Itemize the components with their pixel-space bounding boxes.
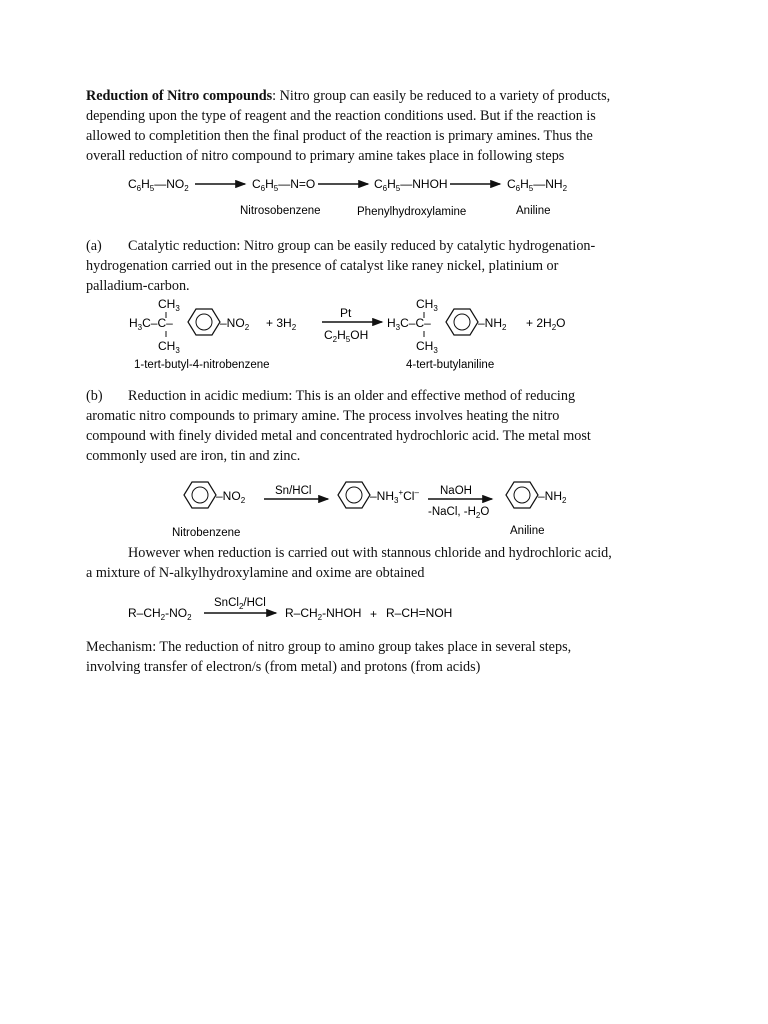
- section-a-text: Catalytic reduction: Nitro group can be easily reduced by catalytic hydrogenation- hydrogenation carried out in the presence of catalyst like raney nickel, platinium or palladium-carbon.: [86, 238, 596, 294]
- formula-oxime: R–CH=NOH: [386, 606, 453, 620]
- svg-text:–NO2: $-NO_2$: [216, 489, 246, 505]
- svg-text:–NH3+Cl–: $-NH_3^+Cl^-$: [370, 488, 419, 505]
- svg-text:C6H5—NHOH: $C_6H_5—NHOH$: [374, 177, 448, 193]
- formula-alkylhydroxylamine: $R-CH_2$-NHOH: [285, 606, 362, 622]
- svg-text:H3C–C–: $H_3C-C-$: [129, 316, 173, 332]
- svg-text:C6H5—NO2: $C_6H_5—NO_2$: [128, 177, 189, 193]
- reagent-hydrogen: + $3H_2$: [266, 316, 297, 332]
- label-reactant-name: 1-tert-butyl-4-nitrobenzene: [134, 359, 270, 371]
- svg-text:–NH2: $-NH_2$: [538, 489, 567, 505]
- svg-text:–NH2: $-NH_2$: [478, 316, 507, 332]
- svg-text:H3C–C–: $H_3C-C-$: [387, 316, 431, 332]
- label-aniline: Aniline: [516, 205, 551, 217]
- byproduct-water: + $2H_2O$: [526, 316, 566, 332]
- reagent-sncl2-hcl: SnCl$_2$/HCl: [214, 597, 266, 611]
- formula-nitroalkane: $R-CH_2-NO_2$: [128, 606, 192, 622]
- label-phenylhydroxylamine: Phenylhydroxylamine: [357, 206, 467, 218]
- plus-sign: +: [370, 607, 378, 621]
- section-a-marker: (a): [86, 238, 102, 254]
- svg-text:C6H5—NH2: $C_6H_5—NH_2$: [507, 177, 568, 193]
- intro-text: : Nitro group can easily be reduced to a variety of products, depending upon the type of reagent and the reaction conditions used. But if the reaction is allowed to completition then the final product of the reaction is primary amines. Thus the overall reduction of nitro compound to primary amine takes place in following steps: [86, 88, 611, 164]
- reagent-sn-hcl: Sn/HCl: [275, 485, 312, 497]
- intro-heading: Reduction of Nitro compounds: [86, 88, 273, 104]
- reagent-naoh: NaOH: [440, 485, 472, 497]
- stannous-chloride-text: However when reduction is carried out with stannous chloride and hydrochloric acid, a mixture of N-alkylhydroxylamine and oxime are obtained: [86, 545, 612, 581]
- mechanism-paragraph: Mechanism: The reduction of nitro group to amino group takes place in several steps, involving transfer of electron/s (from metal) and protons (from acids): [86, 639, 572, 675]
- svg-text:CH3: $CH_3$: [158, 339, 180, 355]
- catalyst-label: Pt: [340, 306, 352, 320]
- label-nitrosobenzene: Nitrosobenzene: [240, 205, 321, 217]
- solvent-label: $C_2H_5OH$: [324, 328, 369, 344]
- svg-text:–NO2: $-NO_2$: [220, 316, 250, 332]
- svg-text:CH3: $CH_3$: [416, 339, 438, 355]
- svg-text:CH3: $CH_3$: [416, 297, 438, 313]
- section-b-marker: (b): [86, 388, 103, 404]
- label-nitrobenzene: Nitrobenzene: [172, 527, 241, 539]
- byproducts-label: -NaCl, $-H_2O$: [428, 506, 490, 520]
- svg-text:CH3: $CH_3$: [158, 297, 180, 313]
- label-product-name: 4-tert-butylaniline: [406, 359, 495, 371]
- label-aniline-product: Aniline: [510, 525, 545, 537]
- svg-text:C6H5—N=O: $C_6H_5—N=O$: [252, 177, 316, 193]
- section-b-text: Reduction in acidic medium: This is an older and effective method of reducing aromatic nitro compounds to primary amine. The process involves heating the nitro compound with finely divided metal and concentrated hydrochloric acid. The metal most commonly used are iron, tin and zinc.: [86, 388, 591, 464]
